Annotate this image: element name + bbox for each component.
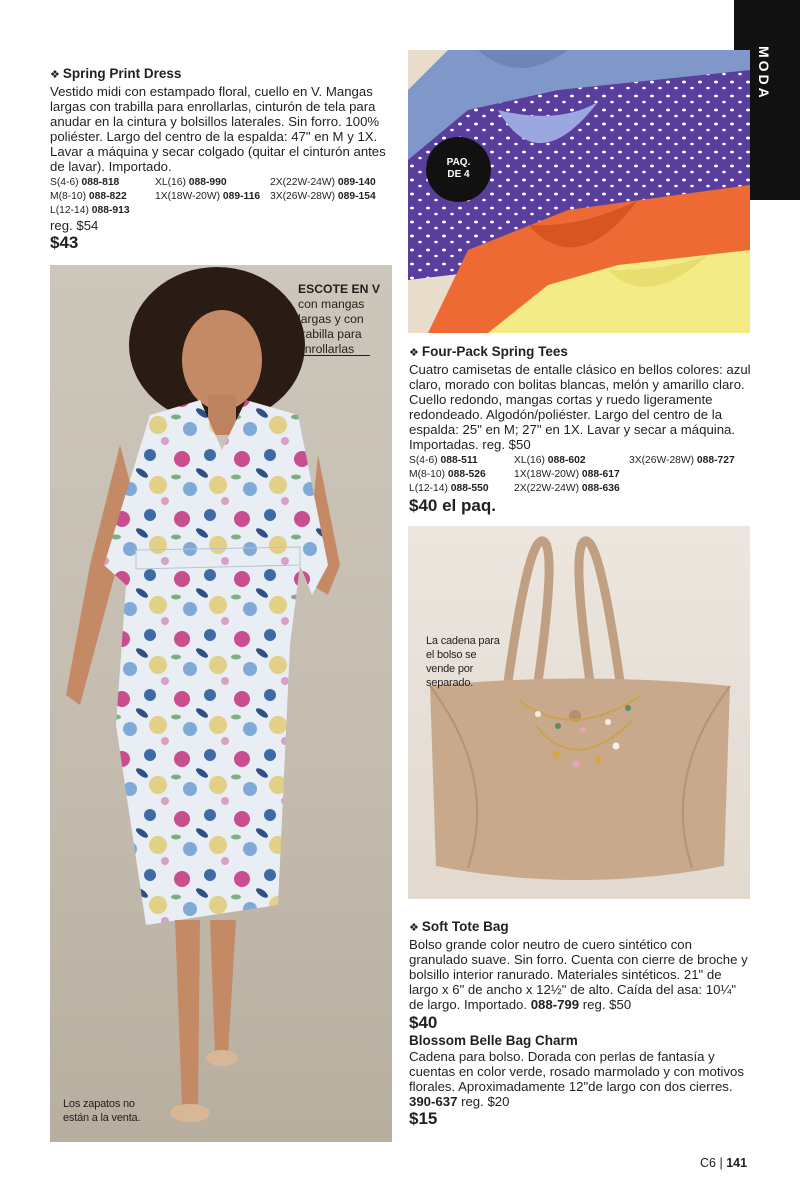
- charm-code: 390-637: [409, 1094, 458, 1109]
- sku-cell: [409, 468, 514, 482]
- sku-code: 088-526: [447, 469, 486, 480]
- sku-code: 088-990: [188, 177, 227, 188]
- dress-model-illustration: [50, 265, 392, 1142]
- charm-price: $15: [409, 1109, 438, 1128]
- sku-code: 088-550: [450, 483, 489, 494]
- sku-cell: [50, 204, 155, 218]
- sku-cell: [514, 482, 629, 496]
- dress-reg-price: reg. $54: [50, 218, 99, 233]
- sku-size: XL(16): [155, 177, 186, 188]
- sku-size: L(12-14): [409, 483, 448, 494]
- sku-code: 089-140: [337, 177, 376, 188]
- tote-price: $40: [409, 1013, 438, 1032]
- dress-title-row: [50, 66, 388, 83]
- sku-cell: [514, 468, 629, 482]
- sku-code: 088-913: [91, 205, 130, 216]
- sku-size: S(4-6): [409, 455, 438, 466]
- dress-description: Vestido midi con estampado floral, cuello en V. Mangas largas con trabilla para enrollarlas, cinturón de tela para anudar en la cintura y bolsillos laterales. Sin forro. 100% poliéster. Largo del centro de la espalda: 47" en M y 1X. Lavar a máquina y secar colgado (quitar el cinturón antes de lavar). Importado.: [50, 84, 386, 174]
- sku-size: 3X(26W-28W): [270, 191, 336, 202]
- sku-cell: [155, 176, 270, 190]
- charm-description: [409, 1049, 751, 1109]
- dress-photo: [50, 265, 392, 1142]
- sku-cell: [50, 176, 155, 190]
- sku-code: 088-727: [696, 455, 735, 466]
- sku-size: M(8-10): [50, 191, 87, 202]
- tees-photo: [408, 50, 750, 333]
- sku-cell: [50, 190, 155, 204]
- dress-product-block: [50, 66, 388, 250]
- tees-sku-list: [409, 454, 751, 496]
- sku-size: L(12-14): [50, 205, 89, 216]
- charm-title: Blossom Belle Bag Charm: [409, 1033, 578, 1048]
- sku-size: S(4-6): [50, 177, 79, 188]
- sku-code: 088-511: [440, 455, 478, 466]
- tees-description: Cuatro camisetas de entalle clásico en bellos colores: azul claro, morado con bolitas blancas, melón y amarillo claro. Cuello redondo, mangas cortas y ruedo ligeramente redondeado. Algodón/poliéster. Largo del centro de la espalda: 25" en M; 27" en 1X. Lavar y secar a máquina. Importadas. reg. $50: [409, 362, 751, 452]
- tees-title: Four-Pack Spring Tees: [421, 344, 568, 359]
- tote-reg-price: reg. $50: [582, 997, 632, 1012]
- sku-size: 1X(18W-20W): [514, 469, 580, 480]
- tote-title: Soft Tote Bag: [421, 919, 509, 934]
- pack-badge: [426, 137, 491, 202]
- dress-title: Spring Print Dress: [62, 66, 182, 81]
- dress-price: $43: [50, 233, 79, 252]
- tote-title-row: [409, 919, 751, 936]
- sku-size: XL(16): [514, 455, 545, 466]
- bag-charm-note: La cadena para el bolso se vende por separado.: [426, 635, 500, 689]
- sku-code: 089-154: [337, 191, 376, 202]
- sku-cell: [270, 176, 388, 190]
- charm-reg-price: reg. $20: [461, 1094, 510, 1109]
- pack-badge-line1: PAQ.: [446, 157, 471, 168]
- sku-cell: [270, 190, 388, 204]
- footer-section: C6: [700, 1156, 716, 1170]
- tote-description: [409, 937, 751, 1012]
- dress-sku-list: [50, 176, 388, 218]
- sku-size: M(8-10): [409, 469, 446, 480]
- sku-code: 088-818: [81, 177, 120, 188]
- sku-cell: [629, 454, 749, 468]
- section-tab-label: MODA: [756, 46, 772, 101]
- tote-product-block: [409, 919, 751, 1126]
- tote-photo: [408, 526, 750, 899]
- tote-code: 088-799: [530, 997, 580, 1012]
- diamond-bullet-icon: ❖: [409, 922, 419, 934]
- sku-code: 088-617: [581, 469, 620, 480]
- sku-code: 089-116: [222, 191, 261, 202]
- sku-code: 088-822: [88, 191, 127, 202]
- sku-size: 3X(26W-28W): [629, 455, 695, 466]
- sku-cell: [155, 190, 270, 204]
- sku-cell: [629, 482, 749, 496]
- dress-callout-text: con mangas largas y con trabilla para enrollarlas: [298, 297, 365, 356]
- dress-callout: [298, 282, 390, 357]
- shoes-note: Los zapatos no están a la venta.: [63, 1098, 141, 1124]
- sku-code: 088-602: [547, 455, 586, 466]
- pack-badge-line2: DE 4: [447, 169, 470, 180]
- sku-cell: [514, 454, 629, 468]
- page-footer: [700, 1156, 747, 1170]
- diamond-bullet-icon: ❖: [50, 69, 60, 81]
- tees-price: $40 el paq.: [409, 496, 496, 515]
- sku-size: 2X(22W-24W): [270, 177, 336, 188]
- tees-title-row: [409, 344, 751, 361]
- sku-code: 088-636: [581, 483, 620, 494]
- sku-size: 2X(22W-24W): [514, 483, 580, 494]
- sku-cell: [409, 454, 514, 468]
- sku-size: 1X(18W-20W): [155, 191, 221, 202]
- sku-cell: [409, 482, 514, 496]
- charm-description-text: Cadena para bolso. Dorada con perlas de fantasía y cuentas en color verde, rosado marmolado y con motivos florales. Aproximadamente 12"de largo con dos cierres.: [409, 1049, 744, 1094]
- tote-description-text: Bolso grande color neutro de cuero sintético con granulado suave. Sin forro. Cuenta con cierre de broche y bolsillo interior ranurado. Materiales sintéticos. 21" de largo x 6" de ancho x 12½" de alto. Caída del asa: 10¼" de largo. Importado.: [409, 937, 748, 1012]
- page-number: 141: [726, 1156, 748, 1170]
- footer-separator: |: [719, 1156, 723, 1170]
- tees-product-block: [409, 344, 751, 513]
- dress-callout-rule: [298, 355, 370, 356]
- dress-callout-bold: ESCOTE EN V: [298, 282, 380, 296]
- diamond-bullet-icon: ❖: [409, 347, 419, 359]
- tote-bag-illustration: [408, 526, 750, 899]
- sku-cell: [629, 468, 749, 482]
